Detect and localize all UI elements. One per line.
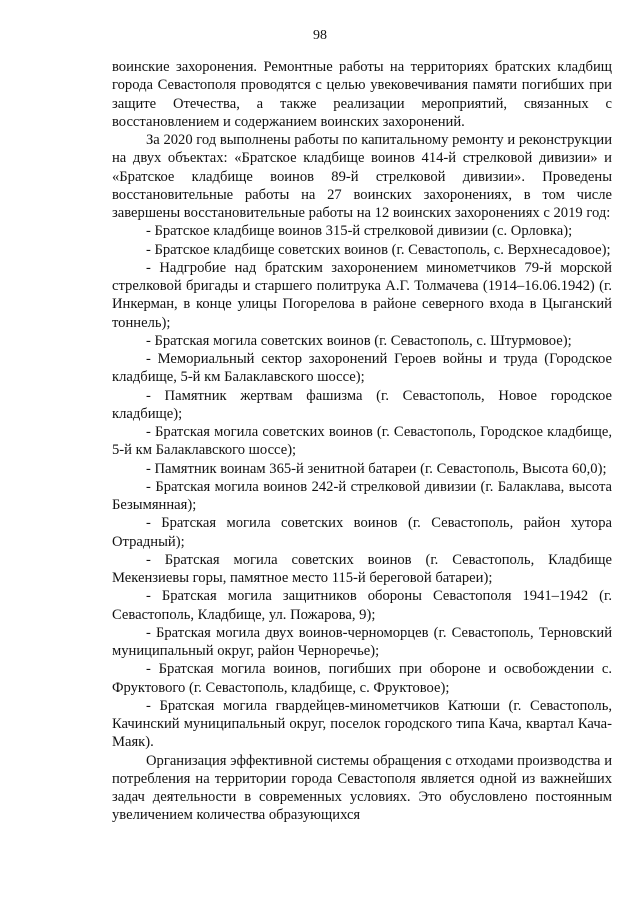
list-item: - Братская могила советских воинов (г. Севастополь, район хутора Отрадный); xyxy=(112,515,612,550)
memorial-list xyxy=(112,222,612,751)
list-item: - Братская могила двух воинов-черноморцев (г. Севастополь, Терновский муниципальный округ, район Черноречье); xyxy=(112,624,612,659)
page-number: 98 xyxy=(313,28,327,43)
list-item: - Братская могила воинов, погибших при обороне и освобождении с. Фруктового (г. Севастополь, кладбище, с. Фруктовое); xyxy=(112,661,612,696)
list-item: - Мемориальный сектор захоронений Героев войны и труда (Городское кладбище, 5-й км Балаклавского шоссе); xyxy=(112,351,612,386)
list-item: - Братское кладбище советских воинов (г. Севастополь, с. Верхнесадовое); xyxy=(146,241,611,258)
list-item: - Братская могила воинов 242-й стрелковой дивизии (г. Балаклава, высота Безымянная); xyxy=(112,478,612,513)
document-body xyxy=(112,58,612,825)
list-item: - Памятник жертвам фашизма (г. Севастополь, Новое городское кладбище); xyxy=(112,387,612,422)
list-item: - Братская могила советских воинов (г. Севастополь, Городское кладбище, 5-й км Балаклавского шоссе); xyxy=(112,424,612,459)
paragraph-waste-management: Организация эффективной системы обращения с отходами производства и потребления на территории города Севастополя является одной из важнейших задач деятельности в современных условиях. Это обусловлено постоянным увеличением количества образующихся xyxy=(112,752,612,824)
list-item: - Братская могила советских воинов (г. Севастополь, Кладбище Мекензиевы горы, памятное место 115-й береговой батареи); xyxy=(112,551,612,586)
list-item: - Братская могила защитников обороны Севастополя 1941–1942 (г. Севастополь, Кладбище, ул. Пожарова, 9); xyxy=(112,588,612,623)
list-item: - Надгробие над братским захоронением минометчиков 79-й морской стрелковой бригады и старшего политрука А.Г. Толмачева (1914–16.06.1942) (г. Инкерман, в конце улицы Погорелова в районе северного входа в Цыганский тоннель); xyxy=(112,259,612,331)
list-item: - Братская могила советских воинов (г. Севастополь, с. Штурмовое); xyxy=(146,332,572,349)
list-item: - Братское кладбище воинов 315-й стрелковой дивизии (с. Орловка); xyxy=(146,223,573,240)
list-item: - Памятник воинам 365-й зенитной батареи (г. Севастополь, Высота 60,0); xyxy=(146,460,607,477)
list-item: - Братская могила гвардейцев-минометчиков Катюши (г. Севастополь, Качинский муниципальный округ, поселок городского типа Кача, квартал Кача-Маяк). xyxy=(112,697,612,751)
paragraph-intro: воинские захоронения. Ремонтные работы на территориях братских кладбищ города Севастополя проводятся с целью увековечивания памяти погибших при защите Отечества, а также реализации мероприятий, связанных с восстановлением и содержанием воинских захоронений. xyxy=(112,59,612,130)
paragraph-works-2020: За 2020 год выполнены работы по капитальному ремонту и реконструкции на двух объектах: «Братское кладбище воинов 414-й стрелковой дивизии» и «Братское кладбище воинов 89-й стрелковой дивизии». Проведены восстановительные работы на 27 воинских захоронениях, в том числе завершены восстановительные работы на 12 воинских захоронениях с 2019 год: xyxy=(112,132,612,221)
